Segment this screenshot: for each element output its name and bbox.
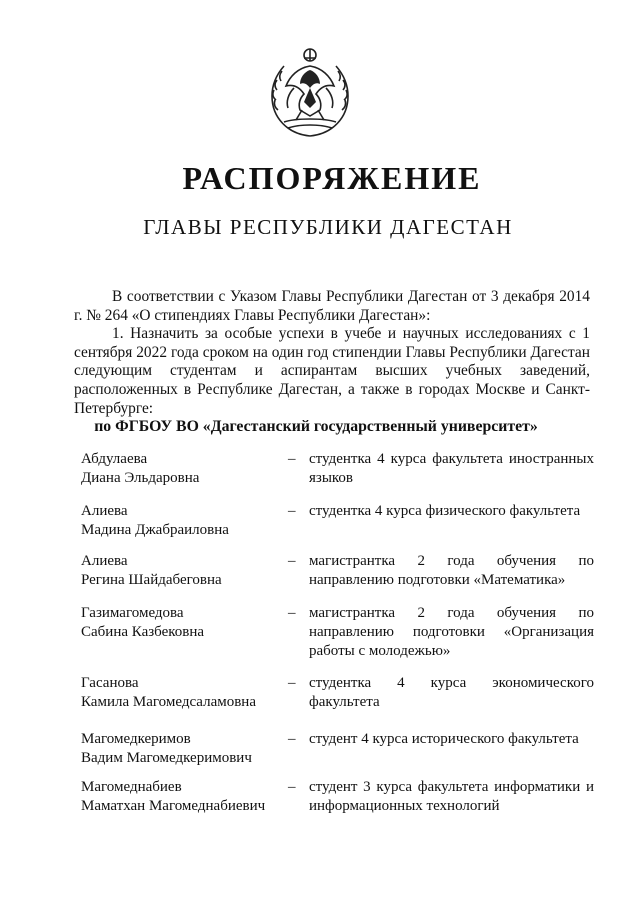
recipient-surname: Магомеднабиев	[81, 779, 182, 795]
dagestan-coat-of-arms-icon	[264, 44, 356, 140]
dash-separator: –	[288, 503, 296, 519]
recipient-given-name: Диана Эльдаровна	[81, 470, 200, 486]
dash-separator: –	[288, 675, 296, 691]
recipient-description: студентка 4 курса факультета иностранных языков	[309, 451, 594, 486]
recipient-description: студент 3 курса факультета информатики и информационных технологий	[309, 779, 594, 814]
order-paragraph: 1. Назначить за особые успехи в учебе и научных исследованиях с 1 сентября 2022 года сроком на один год стипендии Главы Республики Дагестан следующим студентам и аспирантам высших учебных заведений, расположенных в Республике Дагестан, а также в городах Москве и Санкт-Петербурге:	[74, 325, 590, 417]
recipient-surname: Алиева	[81, 553, 128, 569]
recipient-given-name: Вадим Магомедкеримович	[81, 750, 252, 766]
document-title: РАСПОРЯЖЕНИЕ	[182, 160, 482, 196]
recipient-description: студентка 4 курса физического факультета	[309, 503, 581, 519]
recipient-name	[81, 674, 281, 712]
recipient-name	[81, 450, 281, 488]
recipient-name	[81, 552, 281, 590]
recipient-surname: Абдулаева	[81, 451, 148, 467]
recipient-given-name: Маматхан Магомеднабиевич	[81, 798, 266, 814]
recipient-name	[81, 604, 281, 642]
recipient-name	[81, 730, 281, 768]
document-body	[74, 288, 590, 418]
dash-separator: –	[288, 731, 296, 747]
recipient-name	[81, 502, 281, 540]
recipient-name	[81, 778, 281, 816]
recipient-description: магистрантка 2 года обучения по направлению подготовки «Организация работы с молодежью»	[309, 605, 594, 659]
recipient-given-name: Сабина Казбековна	[81, 624, 205, 640]
dash-separator: –	[288, 605, 296, 621]
recipient-given-name: Мадина Джабраиловна	[81, 522, 229, 538]
preamble-paragraph: В соответствии с Указом Главы Республики Дагестан от 3 декабря 2014 г. № 264 «О стипендиях Главы Республики Дагестан»:	[74, 288, 590, 324]
recipient-given-name: Камила Магомедсаламовна	[81, 694, 256, 710]
dash-separator: –	[288, 553, 296, 569]
document-subtitle: ГЛАВЫ РЕСПУБЛИКИ ДАГЕСТАН	[143, 215, 513, 239]
recipient-description: студент 4 курса исторического факультета	[309, 731, 579, 747]
dash-separator: –	[288, 451, 296, 467]
recipient-description: магистрантка 2 года обучения по направлению подготовки «Математика»	[309, 553, 594, 588]
recipient-description: студентка 4 курса экономического факультета	[309, 675, 594, 710]
section-title: по ФГБОУ ВО «Дагестанский государственный университет»	[94, 418, 538, 435]
dash-separator: –	[288, 779, 296, 795]
recipient-surname: Гасанова	[81, 675, 139, 691]
recipient-surname: Алиева	[81, 503, 128, 519]
recipient-surname: Магомедкеримов	[81, 731, 191, 747]
recipient-given-name: Регина Шайдабеговна	[81, 572, 222, 588]
recipient-surname: Газимагомедова	[81, 605, 184, 621]
